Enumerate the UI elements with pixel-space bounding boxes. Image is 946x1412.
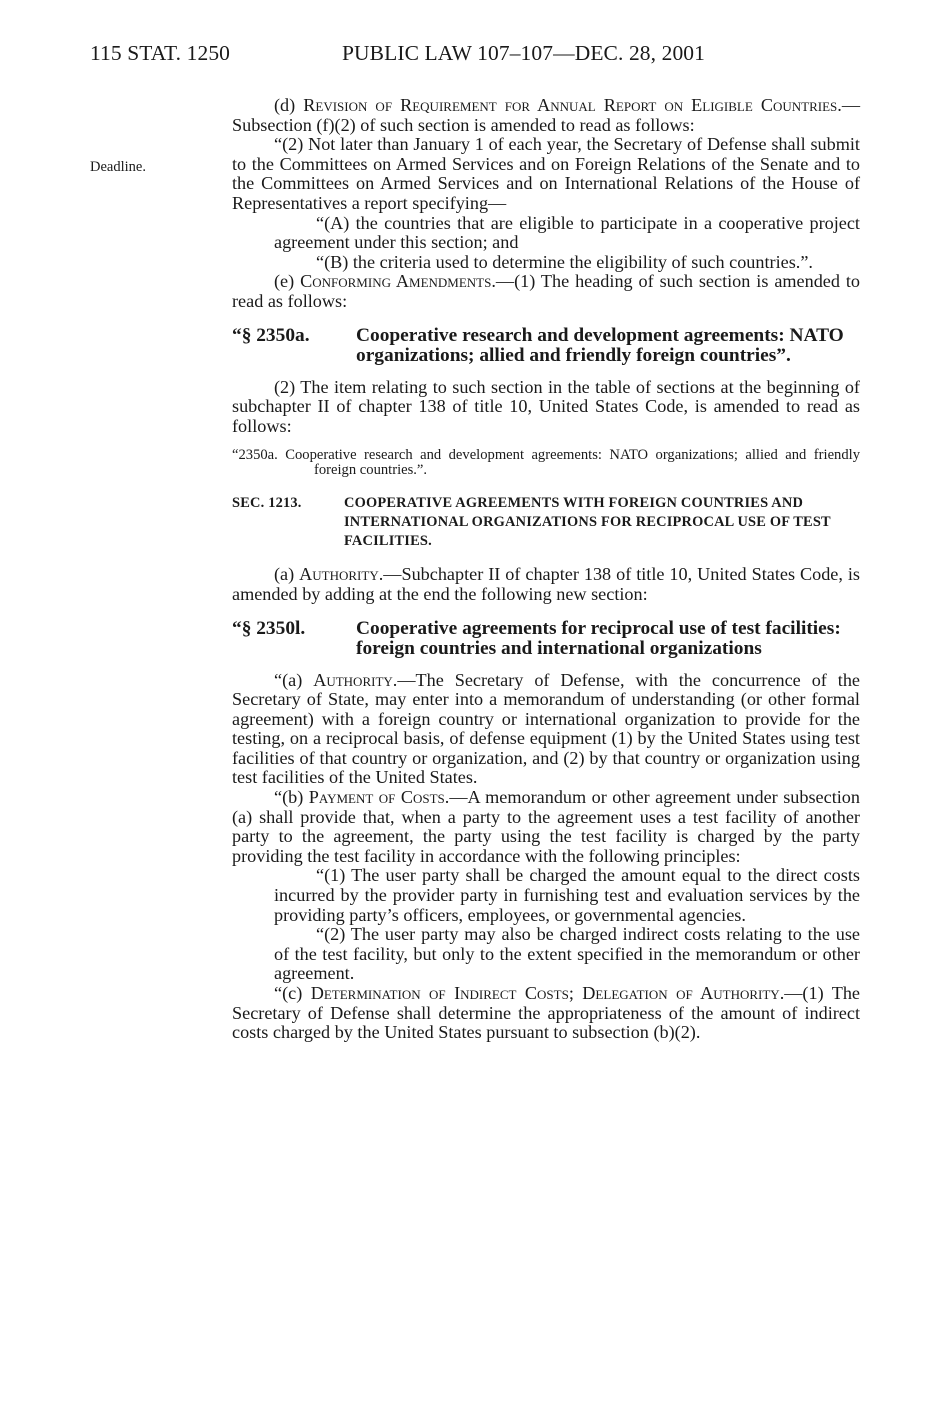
quoted-paragraph-a	[232, 671, 860, 789]
paragraph-caption: Revision of Requirement for Annual Report on Eligible Countries	[303, 95, 838, 115]
quoted-paragraph-c	[232, 984, 860, 1043]
quoted-paragraph-2: “(2) The user party may also be charged indirect costs relating to the use of the test facility, but only to the extent specified in the memorandum or other agreement.	[274, 924, 860, 984]
paragraph-caption: Conforming Amendments	[300, 271, 492, 292]
table-of-sections-item: “2350a. Cooperative research and development agreements: NATO organizations; allied and friendly foreign countries.”.	[232, 447, 860, 479]
section-heading-2350a	[232, 326, 860, 366]
section-number: “§ 2350a.	[232, 324, 310, 346]
paragraph-label: (e)	[274, 271, 301, 292]
paragraph-caption: Authority	[299, 564, 379, 585]
section-title-text: COOPERATIVE AGREEMENTS WITH FOREIGN COUNTRIES AND INTERNATIONAL ORGANIZATIONS FOR RECIPROCAL USE OF TEST FACILITIES.	[344, 495, 831, 550]
section-title-1213	[232, 494, 860, 551]
section-heading-text: Cooperative agreements for reciprocal use of test facilities: foreign countries and international organizations	[356, 617, 841, 659]
paragraph-label: (d)	[274, 95, 304, 115]
paragraph-B: “(B) the criteria used to determine the eligibility of such countries.”.	[316, 251, 813, 272]
paragraph-e2: (2) The item relating to such section in the table of sections at the beginning of subchapter II of chapter 138 of title 10, United States Code, is amended to read as follows:	[232, 376, 860, 436]
paragraph-2: “(2) Not later than January 1 of each year, the Secretary of Defense shall submit to the Committees on Armed Services and on Foreign Relations of the Senate and to the Committees on Armed Services and on International Relations of the House of Representatives a report specifying—	[232, 134, 860, 213]
public-law-citation: PUBLIC LAW 107–107—DEC. 28, 2001	[342, 41, 705, 65]
paragraph-text: .—A memorandum or other agreement under subsection (a) shall provide that, when a party to the agreement uses a test facility of another party to the agreement, the party using the test facility is charged by the party providing the test facility in accordance with the following principles:	[232, 787, 860, 866]
paragraph-label: “(b)	[274, 787, 309, 808]
section-number: SEC. 1213.	[232, 495, 302, 512]
quoted-paragraph-1: “(1) The user party shall be charged the amount equal to the direct costs incurred by the provider party in furnishing test and evaluation services by the providing party’s officers, employees, or governmental agencies.	[274, 865, 860, 925]
paragraph-text: .—Subchapter II of chapter 138 of title 10, United States Code, is amended by adding at the end the following new section:	[232, 564, 860, 604]
section-number: “§ 2350l.	[232, 617, 306, 639]
paragraph-text: .—(1) The heading of such section is amended to read as follows:	[232, 271, 861, 311]
document-body	[232, 96, 860, 1043]
paragraph-caption: Payment of Costs	[308, 787, 445, 808]
quoted-paragraph-b	[232, 788, 860, 866]
paragraph-a	[232, 565, 860, 604]
paragraph-label: (a)	[274, 564, 300, 585]
paragraph-A: “(A) the countries that are eligible to participate in a cooperative project agreement under this section; and	[274, 212, 860, 253]
paragraph-d	[232, 96, 860, 135]
paragraph-text: .—Subsection (f)(2) of such section is amended to read as follows:	[232, 95, 860, 135]
section-heading-text: Cooperative research and development agreements: NATO organizations; allied and friendly foreign countries”.	[356, 324, 844, 366]
margin-note-deadline: Deadline.	[90, 159, 146, 175]
paragraph-label: “(a)	[274, 669, 314, 690]
paragraph-label: “(c)	[274, 983, 311, 1003]
paragraph-caption: Authority	[313, 669, 393, 690]
paragraph-caption: Determination of Indirect Costs; Delegation of Authority	[310, 983, 780, 1003]
paragraph-text: .—The Secretary of Defense, with the concurrence of the Secretary of State, may enter into a memorandum of understanding (or other formal agreement) with a foreign country or international organization to provide for the testing, on a reciprocal basis, of defense equipment (1) by the United States using test facilities of that country or organization, and (2) by that country or organization using test facilities of the United States.	[232, 669, 860, 788]
section-heading-2350l	[232, 619, 860, 659]
statute-page-number: 115 STAT. 1250	[90, 41, 231, 65]
paragraph-e	[232, 272, 860, 311]
paragraph-text: .—(1) The Secretary of Defense shall determine the appropriateness of the amount of indirect costs charged by the United States pursuant to subsection (b)(2).	[232, 983, 861, 1043]
